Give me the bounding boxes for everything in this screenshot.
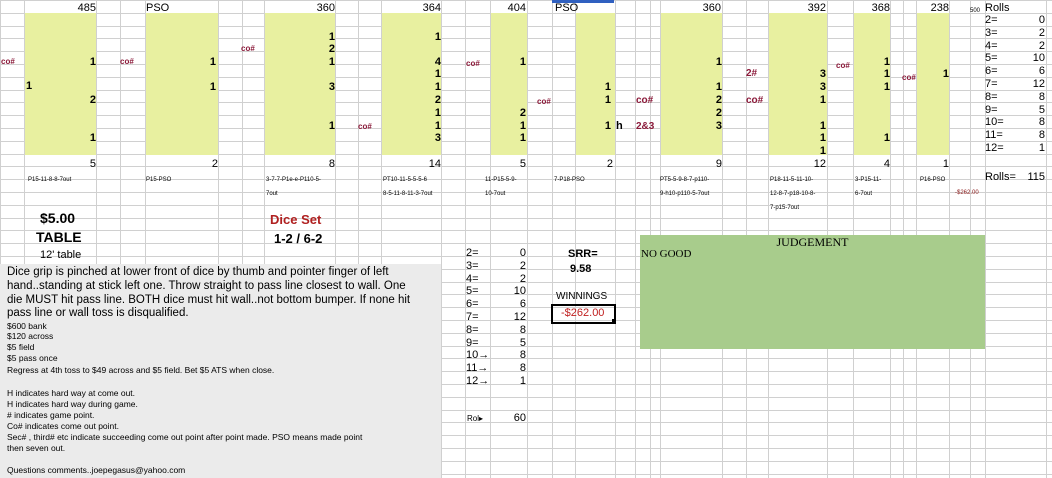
dist-row-value[interactable]: 5 xyxy=(519,336,526,349)
roll-count[interactable]: 1 xyxy=(819,120,826,132)
dist-row-value[interactable]: 8 xyxy=(519,362,526,375)
description-panel xyxy=(0,264,441,478)
description-line: Regress at 4th toss to $49 across and $5 field. Bet $5 ATS when close. xyxy=(7,365,275,375)
come-out-marker[interactable]: co# xyxy=(241,44,255,53)
roll-count[interactable]: 1 xyxy=(883,132,890,144)
roll-count[interactable]: 1 xyxy=(819,145,826,157)
roll-count[interactable]: 2 xyxy=(519,107,526,119)
description-line: Sec# , third# etc indicate succeeding come out point after point made. PSO means made point xyxy=(7,432,363,442)
total-cell[interactable]: 1 xyxy=(942,158,949,170)
dice-set-title[interactable]: Dice Set xyxy=(270,212,322,227)
total-cell[interactable]: 2 xyxy=(606,158,613,170)
sequence-note[interactable]: P16-PSO xyxy=(920,177,946,183)
roll-count[interactable]: 3 xyxy=(328,81,335,93)
dist-row-label[interactable]: 8= xyxy=(466,323,479,336)
roll-count[interactable]: 1 xyxy=(519,56,526,68)
total-cell[interactable]: 9 xyxy=(715,158,722,170)
total-cell[interactable]: 5 xyxy=(519,158,526,170)
roll-count[interactable]: 1 xyxy=(604,94,611,106)
sequence-note[interactable]: 3-P15-11- xyxy=(855,177,882,183)
header-cell[interactable]: 364 xyxy=(422,2,441,14)
winnings-value: -$262.00 xyxy=(561,307,605,319)
roll-count[interactable]: 3 xyxy=(819,68,826,80)
sequence-note[interactable]: P15-11-8-8-7out xyxy=(28,177,72,183)
sequence-note[interactable]: 7-p15-7out xyxy=(770,205,800,211)
rolls-title[interactable]: Rolls xyxy=(985,2,1010,14)
sequence-note[interactable]: -$262.00 xyxy=(955,190,979,196)
dist-row-label[interactable]: 12→ xyxy=(466,375,490,387)
rolls-row-label[interactable]: 7= xyxy=(985,78,998,90)
point-marker[interactable]: 2&3 xyxy=(636,121,655,132)
dist-row-label[interactable]: 10→ xyxy=(466,349,490,362)
rolls-row-value[interactable]: 8 xyxy=(1038,129,1045,142)
roll-count[interactable]: 1 xyxy=(519,120,526,132)
description-line: $600 bank xyxy=(7,321,47,331)
sequence-note[interactable]: 10-7out xyxy=(485,191,506,197)
judgement-text: NO GOOD xyxy=(641,248,692,260)
rolls-row-label[interactable]: 10= xyxy=(985,116,1004,129)
winnings-label[interactable]: WINNINGS xyxy=(556,291,608,302)
roll-count[interactable]: 1 xyxy=(883,56,890,68)
header-cell[interactable]: 368 xyxy=(871,2,890,14)
judgement-box[interactable] xyxy=(640,235,985,349)
total-cell[interactable]: 12 xyxy=(813,158,826,170)
dist-row-label[interactable]: 9= xyxy=(466,336,479,349)
hard-way-marker[interactable]: h xyxy=(616,120,623,132)
description-line: die MUST hit pass line. BOTH dice must hit wall..not bottom bumper. If none hit xyxy=(7,294,411,306)
come-out-marker[interactable]: co# xyxy=(537,97,551,106)
rolls-total-label[interactable]: Rolls= xyxy=(985,171,1016,183)
game-point-marker[interactable]: 2# xyxy=(746,68,758,79)
come-out-marker[interactable]: co# xyxy=(466,59,480,68)
roll-count[interactable]: 3 xyxy=(819,81,826,93)
roll-count[interactable]: 2 xyxy=(89,94,96,106)
rolls-total-value[interactable]: 115 xyxy=(1027,171,1045,183)
roll-count[interactable]: 1 xyxy=(434,107,441,119)
total-cell[interactable]: 5 xyxy=(89,158,96,170)
dist-row-value[interactable]: 12 xyxy=(513,311,526,323)
sequence-note[interactable]: 7-P18-PSO xyxy=(554,177,585,183)
winnings-cell[interactable] xyxy=(551,304,616,324)
roll-count[interactable]: 1 xyxy=(328,31,335,43)
description-line: Dice grip is pinched at lower front of dice by thumb and pointer finger of left xyxy=(7,266,389,278)
sequence-note[interactable]: 12-8-7-p18-10-8- xyxy=(770,191,816,197)
total-cell[interactable]: 2 xyxy=(211,158,218,170)
sequence-note[interactable]: 6-7out xyxy=(855,191,873,197)
dist-row-label[interactable]: 7= xyxy=(466,311,479,323)
rolls-row-label[interactable]: 3= xyxy=(985,26,998,39)
description-line: H indicates hard way during game. xyxy=(7,399,138,409)
sequence-note[interactable]: PT10-11-5-5-5-6 xyxy=(383,177,427,183)
description-line: pass line or wall toss is disqualified. xyxy=(7,307,189,319)
roll-count[interactable]: 1 xyxy=(26,80,33,92)
dist-row-value[interactable]: 1 xyxy=(519,375,526,387)
rolls-row-value[interactable]: 8 xyxy=(1038,90,1045,103)
roll-count[interactable]: 1 xyxy=(89,56,96,68)
roll-count[interactable]: 1 xyxy=(209,56,216,68)
roll-count[interactable]: 1 xyxy=(819,132,826,144)
dist-row-value[interactable]: 10 xyxy=(513,285,526,298)
roll-count[interactable]: 2 xyxy=(715,107,722,119)
total-cell[interactable]: 4 xyxy=(883,158,890,170)
rolls-row-label[interactable]: 4= xyxy=(985,39,998,52)
dist-row-label[interactable]: 5= xyxy=(466,285,479,298)
header-cell[interactable]: PSO xyxy=(146,2,170,14)
dist-row-value[interactable]: 8 xyxy=(519,323,526,336)
roll-count[interactable]: 1 xyxy=(434,81,441,93)
dist-row-label[interactable]: 6= xyxy=(466,298,479,311)
dist-row-value[interactable]: 2 xyxy=(519,259,526,272)
roll-count[interactable]: 1 xyxy=(715,56,722,68)
description-line: $5 pass once xyxy=(7,353,58,363)
total-cell[interactable]: 14 xyxy=(428,158,441,170)
description-line: Co# indicates come out point. xyxy=(7,421,119,431)
roll-count[interactable]: 1 xyxy=(434,120,441,132)
rolls-row-value[interactable]: 8 xyxy=(1038,116,1045,129)
roll-count[interactable]: 4 xyxy=(434,56,441,68)
roll-count[interactable]: 1 xyxy=(434,31,441,43)
rolls-row-value[interactable]: 6 xyxy=(1038,65,1045,78)
rolls-row-value[interactable]: 2 xyxy=(1038,39,1045,52)
description-line: then seven out. xyxy=(7,443,66,453)
rolls-row-value[interactable]: 5 xyxy=(1038,103,1045,116)
header-cell[interactable]: 238 xyxy=(930,2,949,14)
sequence-note[interactable]: 9-h10-p110-5-7out xyxy=(660,191,710,197)
dist-row-label[interactable]: 4= xyxy=(466,272,479,285)
dist-row-value[interactable]: 2 xyxy=(519,272,526,285)
header-cell[interactable]: 485 xyxy=(77,2,96,14)
description-line: hand..standing at stick left one. Throw straight to pass line closest to wall. One xyxy=(7,280,406,292)
sequence-note[interactable]: P15-PSO xyxy=(146,177,172,183)
dice-set-value[interactable]: 1-2 / 6-2 xyxy=(274,231,323,246)
sequence-note[interactable]: 3-7-7-P1e-e-P110-5- xyxy=(266,177,321,183)
header-cell[interactable]: 360 xyxy=(316,2,335,14)
roll-count[interactable]: 1 xyxy=(89,132,96,144)
rolls-row-label[interactable]: 12= xyxy=(985,142,1004,154)
dist-roll-label[interactable]: Rol▸ xyxy=(467,414,484,423)
roll-count[interactable]: 3 xyxy=(715,120,722,132)
roll-count[interactable]: 1 xyxy=(434,68,441,80)
dist-row-label[interactable]: 3= xyxy=(466,259,479,272)
dist-row-label[interactable]: 11→ xyxy=(466,362,489,375)
table-label[interactable]: TABLE xyxy=(36,229,82,245)
srr-value[interactable]: 9.58 xyxy=(570,263,592,275)
dist-row-value[interactable]: 8 xyxy=(519,349,526,362)
rolls-row-label[interactable]: 6= xyxy=(985,65,998,78)
come-out-marker[interactable]: co# xyxy=(358,122,372,131)
dist-row-label[interactable]: 2= xyxy=(466,247,479,259)
description-line: # indicates game point. xyxy=(7,410,95,420)
roll-count[interactable]: 1 xyxy=(209,81,216,93)
rolls-row-value[interactable]: 10 xyxy=(1032,52,1045,65)
roll-count[interactable]: 1 xyxy=(715,81,722,93)
rolls-row-label[interactable]: 8= xyxy=(985,90,998,103)
bank-amount[interactable]: $5.00 xyxy=(40,210,76,226)
roll-count[interactable]: 1 xyxy=(819,94,826,106)
rolls-row-label[interactable]: 5= xyxy=(985,52,998,65)
description-line: $120 across xyxy=(7,331,54,341)
fill-handle[interactable] xyxy=(612,319,616,323)
rolls-row-value[interactable]: 2 xyxy=(1038,26,1045,39)
sequence-note[interactable]: 11-P15-5-9- xyxy=(485,177,517,183)
roll-count[interactable]: 2 xyxy=(715,94,722,106)
description-line: $5 field xyxy=(7,342,35,352)
come-out-marker[interactable]: co# xyxy=(120,57,134,66)
total-cell[interactable]: 8 xyxy=(328,158,335,170)
srr-label[interactable]: SRR= xyxy=(568,248,598,260)
come-out-marker[interactable]: co# xyxy=(746,95,764,106)
come-out-marker[interactable]: co# xyxy=(836,61,850,70)
roll-count[interactable]: 1 xyxy=(519,132,526,144)
dist-row-value[interactable]: 6 xyxy=(519,298,526,311)
sequence-note[interactable]: 7out xyxy=(266,191,278,197)
rolls-row-label[interactable]: 9= xyxy=(985,103,998,116)
roll-count[interactable]: 1 xyxy=(604,81,611,93)
sequence-note[interactable]: PT5-5-9-8-7-p110- xyxy=(660,177,710,183)
rolls-row-label[interactable]: 11= xyxy=(985,129,1003,142)
sequence-note[interactable]: P18-11-5-11-10- xyxy=(770,177,814,183)
come-out-marker[interactable]: co# xyxy=(636,95,654,106)
header-cell[interactable]: 404 xyxy=(507,2,526,14)
description-line: H indicates hard way at come out. xyxy=(7,388,136,398)
sequence-note[interactable]: 8-5-11-8-11-3-7out xyxy=(383,191,433,197)
description-line: Questions comments..joepegasus@yahoo.com xyxy=(7,465,186,475)
rolls-row-value[interactable]: 1 xyxy=(1038,142,1045,154)
header-cell[interactable]: 392 xyxy=(807,2,826,14)
roll-count[interactable]: 1 xyxy=(604,120,611,132)
roll-count[interactable]: 1 xyxy=(328,120,335,132)
roll-count[interactable]: 1 xyxy=(883,68,890,80)
dist-roll-value[interactable]: 60 xyxy=(513,412,526,424)
rolls-row-value[interactable]: 0 xyxy=(1038,14,1045,26)
come-out-marker[interactable]: co# xyxy=(1,57,15,66)
roll-count[interactable]: 1 xyxy=(942,68,949,80)
judgement-title: JUDGEMENT xyxy=(776,235,849,249)
header-cell[interactable]: 360 xyxy=(702,2,721,14)
come-out-marker[interactable]: co# xyxy=(902,73,916,82)
roll-count[interactable]: 1 xyxy=(328,56,335,68)
table-note[interactable]: 12' table xyxy=(40,249,82,261)
highlight-column xyxy=(917,13,949,155)
rolls-row-value[interactable]: 12 xyxy=(1032,78,1045,90)
header-cell[interactable]: PSO xyxy=(555,2,579,14)
roll-count[interactable]: 2 xyxy=(328,43,335,55)
roll-count[interactable]: 2 xyxy=(434,94,441,106)
roll-count[interactable]: 3 xyxy=(434,132,441,144)
rolls-row-label[interactable]: 2= xyxy=(985,14,998,26)
roll-count[interactable]: 1 xyxy=(883,81,890,93)
dist-row-value[interactable]: 0 xyxy=(519,247,526,259)
header-cell[interactable]: 500 xyxy=(970,8,981,14)
